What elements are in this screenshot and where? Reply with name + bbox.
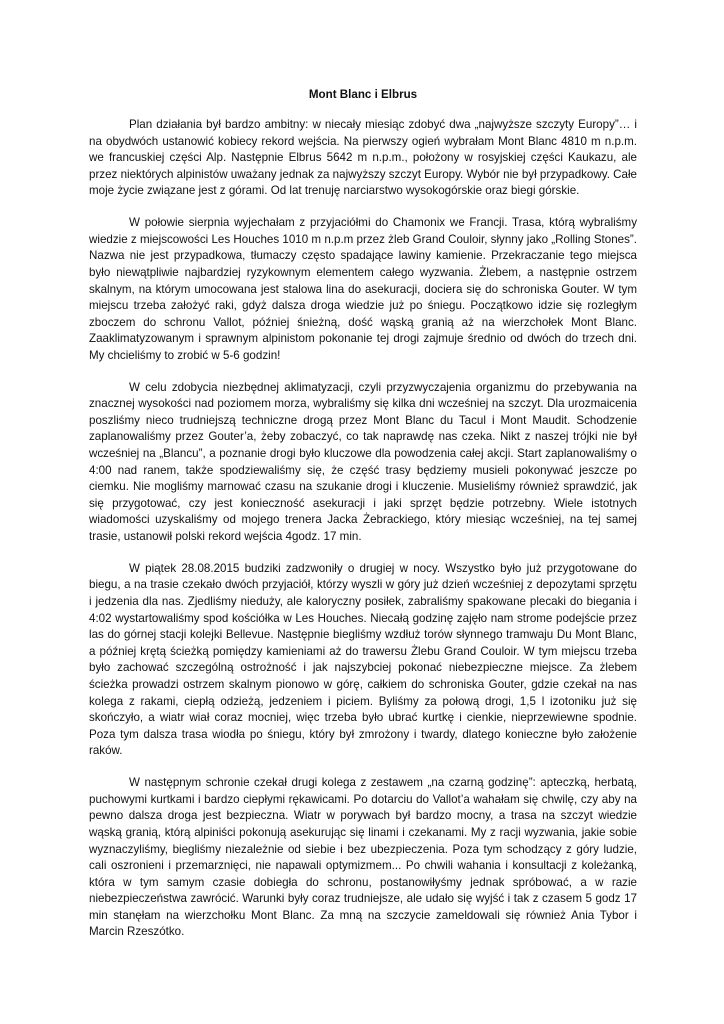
paragraph-race-day: W piątek 28.08.2015 budziki zadzwoniły o drugiej w nocy. Wszystko było już przygotowane do biegu, a na trasie czekało dwóch przyjaciół, którzy wyszli w góry już dzień wcześniej z depozytami sprzętu i jedzenia dla nas. Zjedliśmy nieduży, ale kaloryczny posiłek, zabraliśmy spakowane plecaki do biegania i 4:02 wystartowaliśmy spod kościółka w Les Houches. Niecałą godzinę zajęło nam strome podejście przez las do górnej stacji kolejki Bellevue. Następnie biegliśmy wzdłuż torów słynnego tramwaju Du Mont Blanc, a później krętą ścieżką pomiędzy kamieniami aż do trawersu Żlebu Grand Couloir. W tym miejscu trzeba było zachować szczególną ostrożność i jak najszybciej pokonać niebezpieczne miejsce. Za żlebem ścieżka prowadzi ostrzem skalnym pionowo w górę, całkiem do schroniska Gouter, gdzie czekał na nas kolega z rakami, ciepłą odzieżą, jedzeniem i piciem. Byliśmy za połową drogi, 1,5 l izotoniku już się skończyło, a wiatr wiał coraz mocniej, więc trzeba było ubrać kurtkę i cienkie, nieprzewiewne spodnie. Poza tym dalsza trasa wiodła po śniegu, który był zmrożony i twardy, dlatego konieczne było założenie raków. (89, 561, 637, 758)
document-title: Mont Blanc i Elbrus (308, 88, 418, 101)
paragraph-acclimatization: W celu zdobycia niezbędnej aklimatyzacji, czyli przyzwyczajenia organizmu do przebywania na znacznej wysokości nad poziomem morza, wybraliśmy się kilka dni wcześniej na szczyt. Dla urozmaicenia poszliśmy nieco trudniejszą techniczne drogą przez Mont Blanc du Tacul i Mont Maudit. Schodzenie zaplanowaliśmy przez Gouter’a, żeby zobaczyć, co tak naprawdę nas czeka. Nikt z naszej trójki nie był wcześniej na „Blancu”, a poznanie drogi było kluczowe dla powodzenia całej akcji. Start zaplanowaliśmy o 4:00 nad ranem, także spodziewaliśmy się, że część trasy będziemy musieli pokonywać jeszcze po ciemku. Nie mogliśmy marnować czasu na szukanie drogi i kluczenie. Musieliśmy również sprawdzić, jak się przygotować, czy jest konieczność asekuracji i jaki sprzęt będzie potrzebny. Wiele istotnych wiadomości uzyskaliśmy od mojego trenera Jacka Żebrackiego, który miesiąc wcześniej, na tej samej trasie, ustanowił polski rekord wejścia 4godz. 17 min. (89, 380, 637, 544)
paragraph-chamonix: W połowie sierpnia wyjechałam z przyjaciółmi do Chamonix we Francji. Trasa, którą wybraliśmy wiedzie z miejscowości Les Houches 1010 m n.p.m przez żleb Grand Couloir, słynny jako „Rolling Stones”. Nazwa nie jest przypadkowa, tłumaczy często spadające lawiny kamienie. Przekraczanie tego miejsca było niewątpliwie najbardziej ryzykownym elementem całego wyzwania. Żlebem, a następnie ostrzem skalnym, na którym umocowana jest stalowa lina do asekuracji, dociera się do schroniska Gouter. W tym miejscu trzeba założyć raki, gdyż dalsza droga wiedzie już po śniegu. Początkowo idzie się rozległym zboczem do schronu Vallot, później śnieżną, dość wąską granią aż na wierzchołek Mont Blanc. Zaaklimatyzowanym i sprawnym alpinistom pokonanie tej drogi zajmuje średnio od dwóch do trzech dni. My chcieliśmy to zrobić w 5-6 godzin! (89, 216, 637, 362)
paragraph-plan: Plan działania był bardzo ambitny: w niecały miesiąc zdobyć dwa „najwyższe szczyty Europy”… i na obydwóch ustanowić kobiecy rekord wejścia. Na pierwszy ogień wybrałam Mont Blanc 4810 m n.p.m. we francuskiej części Alp. Następnie Elbrus 5642 m n.p.m., położony w rosyjskiej części Kaukazu, ale przez niektórych alpinistów uważany jednak za najwyższy szczyt Europy. Wybór nie był przypadkowy. Całe moje życie związane jest z górami. Od lat trenuję narciarstwo wysokogórskie oraz biegi górskie. (89, 118, 637, 198)
document-page (89, 87, 637, 956)
paragraph-summit: W następnym schronie czekał drugi kolega z zestawem „na czarną godzinę”: apteczką, herbatą, puchowymi kurtkami i bardzo ciepłymi rękawicami. Po dotarciu do Vallot’a wahałam się chwilę, czy aby na pewno dalsza droga jest bezpieczna. Wiatr w porywach był bardzo mocny, a trasa na szczyt wiedzie wąską granią, którą alpiniści pokonują asekurując się linami i czekanami. My z racji wyzwania, jakie sobie wyznaczyliśmy, biegliśmy niezależnie od siebie i bez ubezpieczenia. Poza tym schodzący z góry ludzie, cali oszronieni i przemarznięci, nie napawali optymizmem... Po chwili wahania i konsultacji z koleżanką, która w tym samym czasie dobiegła do schronu, postanowiłyśmy jednak spróbować, a w razie niebezpieczeństwa zawrócić. Warunki były coraz trudniejsze, ale udało się wyjść i tak z czasem 5 godz 17 min stanęłam na wierzchołku Mont Blanc. Za mną na szczycie zameldowali się również Ania Tybor i Marcin Rzeszótko. (89, 776, 637, 939)
